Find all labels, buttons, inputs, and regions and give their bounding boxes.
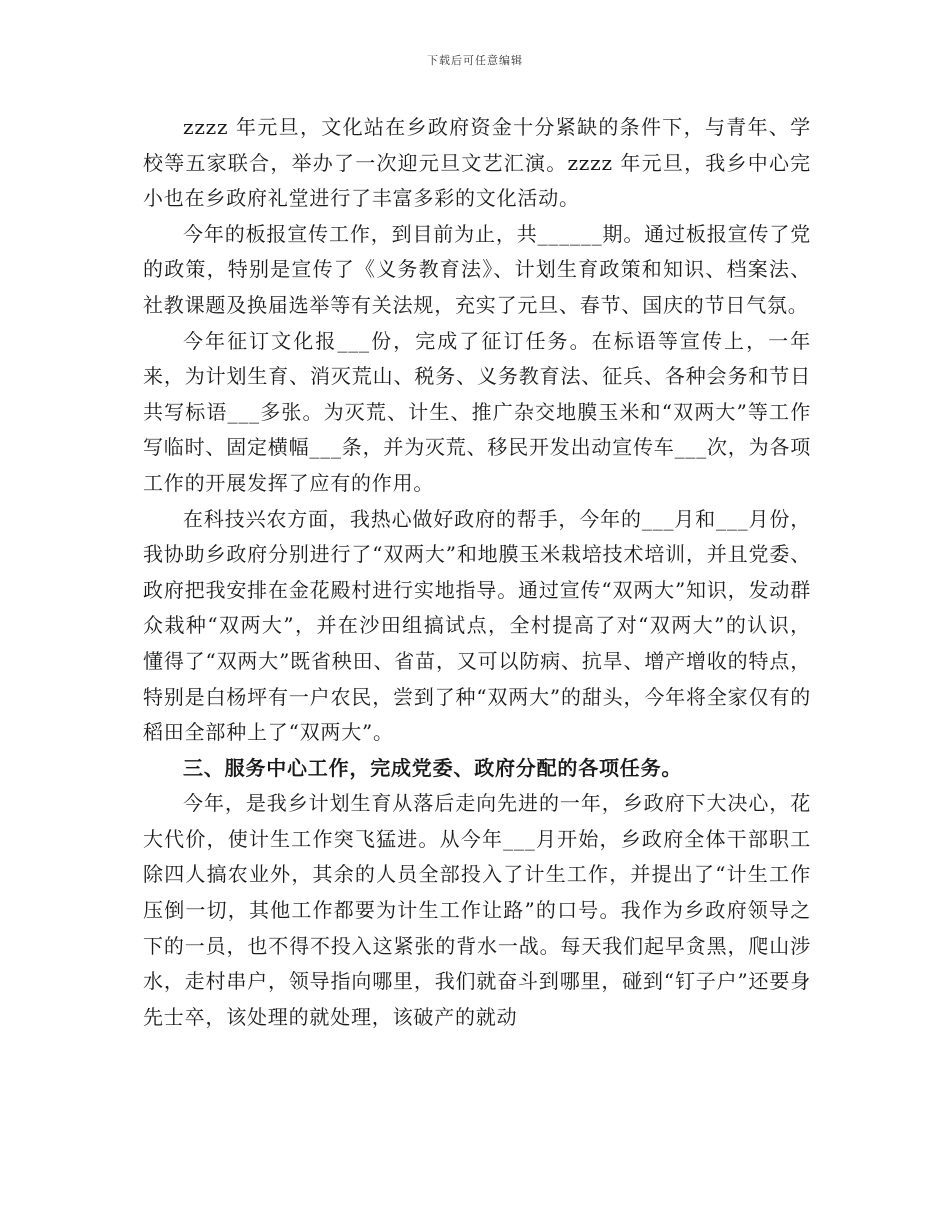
paragraph-agriculture-tech: 在科技兴农方面，我热心做好政府的帮手，今年的___月和___月份，我协助乡政府分别进行了“双两大”和地膜玉米栽培技术培训，并且党委、政府把我安排在金花殿村进行实地指导。通过宣传“双两大”知识，发动群众栽种“双两大”，并在沙田组搞试点，全村提高了对“双两大”的认识，懂得了“双两大”既省秧田、省苗，又可以防病、抗旱、增产增收的特点，特别是白杨坪有一户农民，尝到了种“双两大”的甜头，今年将全家仅有的稻田全部种上了“双两大”。 xyxy=(143,506,811,745)
paragraph-blackboard-newspaper: 今年的板报宣传工作，到目前为止，共______期。通过板报宣传了党的政策，特别是宣传了《义务教育法》、计划生育政策和知识、档案法、社教课题及换届选举等有关法规，充实了元旦、春节、国庆的节日气氛。 xyxy=(143,221,811,317)
page-header: 下载后可任意编辑 xyxy=(427,54,523,67)
document-body xyxy=(143,110,811,1035)
section-heading-three: 三、服务中心工作，完成党委、政府分配的各项任务。 xyxy=(183,755,683,780)
paragraph-subscriptions-slogans: 今年征订文化报___份，完成了征订任务。在标语等宣传上，一年来，为计划生育、消灭荒山、税务、义务教育法、征兵、各种会务和节日共写标语___多张。为灭荒、计生、推广杂交地膜玉米和“双两大”等工作写临时、固定横幅___条，并为灭荒、移民开发出动宣传车___次，为各项工作的开展发挥了应有的作用。 xyxy=(143,328,811,495)
paragraph-new-year-events: zzzz 年元旦，文化站在乡政府资金十分紧缺的条件下，与青年、学校等五家联合，举办了一次迎元旦文艺汇演。zzzz 年元旦，我乡中心完小也在乡政府礼堂进行了丰富多彩的文化活动。 xyxy=(143,115,811,211)
paragraph-family-planning: 今年，是我乡计划生育从落后走向先进的一年，乡政府下大决心，花大代价，使计生工作突飞猛进。从今年___月开始，乡政府全体干部职工除四人搞农业外，其余的人员全部投入了计生工作，并提出了“计生工作压倒一切，其他工作都要为计生工作让路”的口号。我作为乡政府领导之下的一员，也不得不投入这紧张的背水一战。每天我们起早贪黑，爬山涉水，走村串户，领导指向哪里，我们就奋斗到哪里，碰到“钉子户”还要身先士卒，该处理的就处理，该破产的就动 xyxy=(143,791,811,1029)
